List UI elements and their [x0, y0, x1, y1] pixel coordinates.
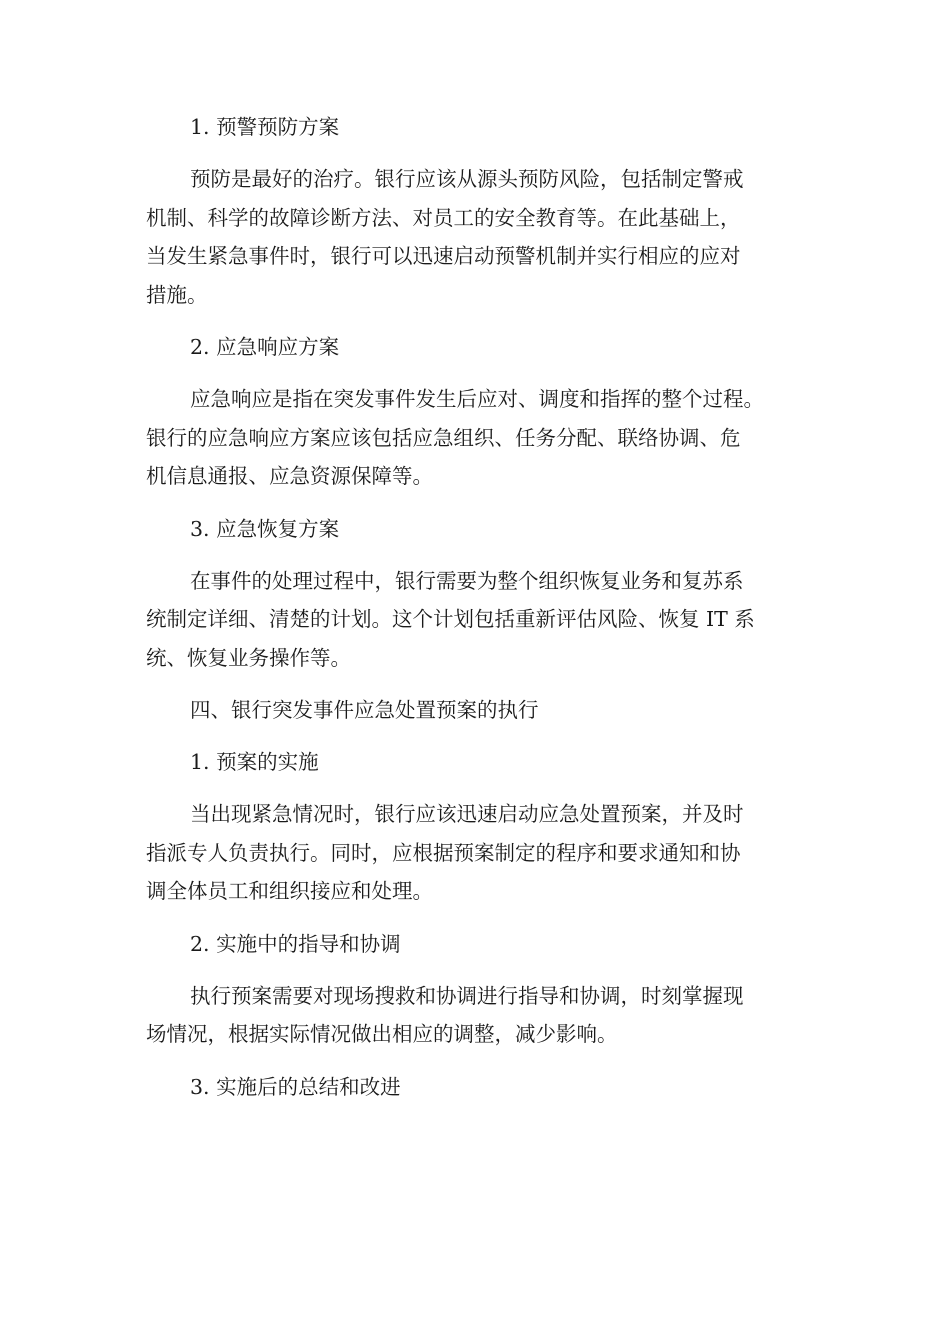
section-heading-warning-prevention: 1. 预警预防方案: [190, 115, 340, 139]
section-heading-plan-implementation: 1. 预案的实施: [190, 750, 319, 774]
paragraph-line: 措施。: [146, 282, 208, 307]
paragraph-line: 当发生紧急事件时，银行可以迅速启动预警机制并实行相应的应对: [146, 244, 741, 268]
paragraph-guidance-coordination: [146, 977, 802, 1054]
paragraph-line: 当出现紧急情况时，银行应该迅速启动应急处置预案，并及时: [190, 802, 744, 826]
paragraph-line: 指派专人负责执行。同时，应根据预案制定的程序和要求通知和协: [146, 840, 741, 865]
section-heading-emergency-response: 2. 应急响应方案: [190, 335, 340, 359]
paragraph-line: 调全体员工和组织接应和处理。: [146, 879, 433, 903]
paragraph-emergency-response: [146, 380, 802, 496]
section-heading-emergency-recovery: 3. 应急恢复方案: [190, 516, 340, 541]
paragraph-line: 统、恢复业务操作等。: [146, 645, 351, 670]
document-body: [146, 108, 802, 1120]
paragraph-line: 统制定详细、清楚的计划。这个计划包括重新评估风险、恢复 IT 系: [146, 607, 755, 631]
paragraph-line: 机信息通报、应急资源保障等。: [146, 464, 433, 488]
paragraph-line: 机制、科学的故障诊断方法、对员工的安全教育等。在此基础上，: [146, 205, 741, 230]
paragraph-line: 预防是最好的治疗。银行应该从源头预防风险，包括制定警戒: [190, 167, 744, 191]
paragraph-line: 场情况，根据实际情况做出相应的调整，减少影响。: [146, 1022, 618, 1046]
paragraph-emergency-recovery: [146, 562, 802, 678]
paragraph-line: 执行预案需要对现场搜救和协调进行指导和协调，时刻掌握现: [190, 983, 744, 1008]
paragraph-plan-implementation: [146, 795, 802, 911]
paragraph-warning-prevention: [146, 160, 802, 314]
chapter-heading-plan-execution: 四、银行突发事件应急处置预案的执行: [190, 698, 539, 722]
paragraph-line: 应急响应是指在突发事件发生后应对、调度和指挥的整个过程。: [190, 387, 764, 411]
section-heading-summary-improvement: 3. 实施后的总结和改进: [190, 1074, 401, 1099]
paragraph-line: 银行的应急响应方案应该包括应急组织、任务分配、联络协调、危: [146, 425, 741, 450]
paragraph-line: 在事件的处理过程中，银行需要为整个组织恢复业务和复苏系: [190, 568, 744, 593]
section-heading-guidance-coordination: 2. 实施中的指导和协调: [190, 931, 401, 956]
